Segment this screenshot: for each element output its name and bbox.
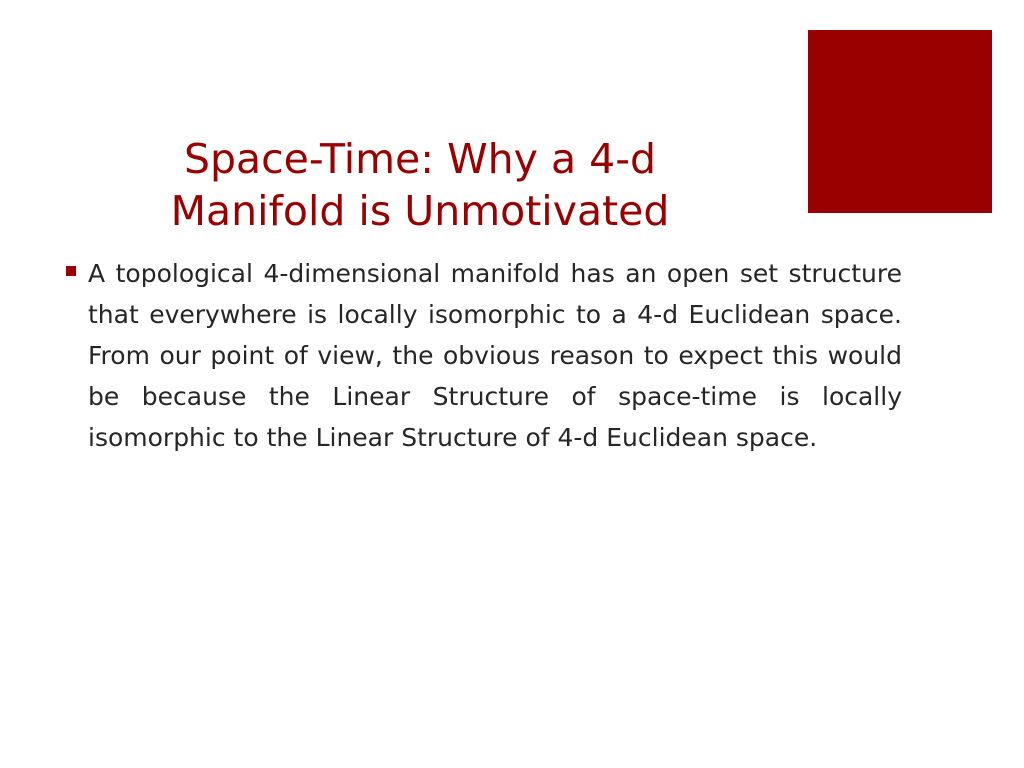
bullet-item <box>66 253 902 458</box>
bullet-list <box>66 253 902 458</box>
slide-title-line-2: Manifold is Unmotivated <box>170 187 670 236</box>
accent-square <box>808 30 992 213</box>
square-bullet-icon <box>66 266 76 276</box>
slide-title <box>100 133 740 237</box>
bullet-text: A topological 4-dimensional manifold has an open set structure that everywhere is locally isomorphic to a 4-d Euclidean space. From our point of view, the obvious reason to expect this would be because the Linear Structure of space-time is locally isomorphic to the Linear Structure of 4-d Euclidean space. <box>88 259 902 452</box>
slide-title-line-1: Space-Time: Why a 4-d <box>183 135 657 184</box>
